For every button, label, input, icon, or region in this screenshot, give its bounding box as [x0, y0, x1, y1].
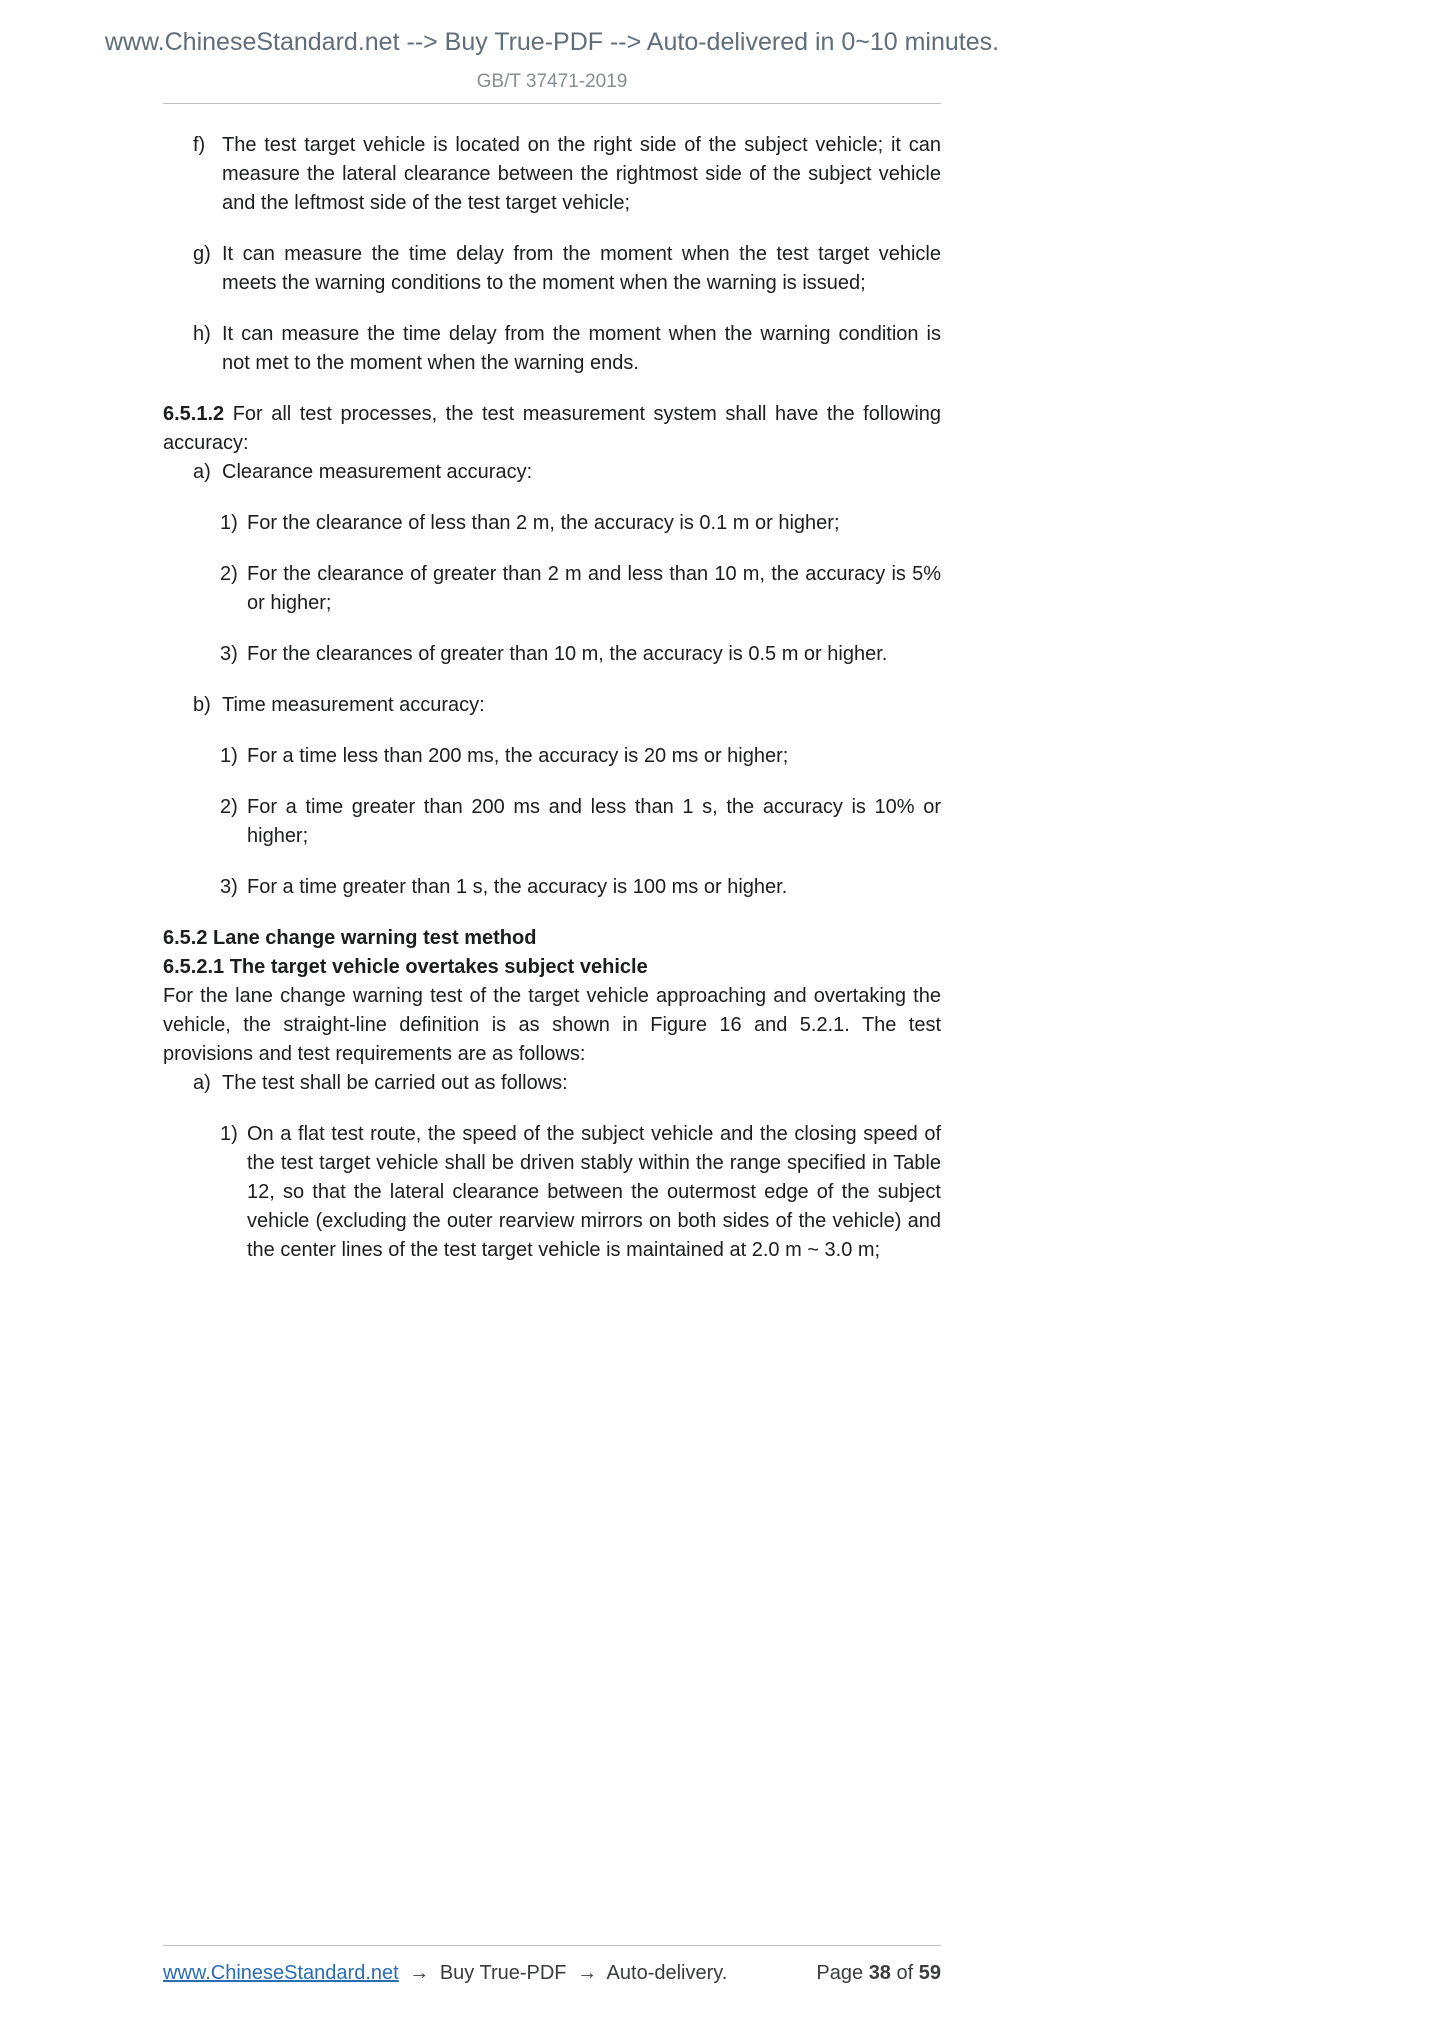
- sub-item-time-2: [220, 793, 941, 851]
- sub-item-clearance-1: [220, 509, 941, 538]
- list-item-h: [193, 320, 941, 378]
- page-current: 38: [868, 1962, 891, 1984]
- header-divider: [163, 103, 941, 104]
- sub-item-test-1: [220, 1120, 941, 1265]
- heading-6-5-2-1: 6.5.2.1 The target vehicle overtakes subject vehicle: [163, 956, 648, 978]
- list-item-g: [193, 240, 941, 298]
- list-item-b-time: [193, 691, 941, 720]
- footer-site-link[interactable]: www.ChineseStandard.net: [163, 1962, 399, 1984]
- list-item-text: It can measure the time delay from the moment when the warning condition is not met to the moment when the warning ends.: [222, 323, 941, 374]
- list-marker: 3): [220, 876, 238, 898]
- auto-delivery-text: Auto-delivery.: [606, 1962, 728, 1984]
- footer-row: [163, 1962, 941, 1985]
- list-item-text: For the clearance of greater than 2 m and less than 10 m, the accuracy is 5% or higher;: [247, 563, 941, 614]
- header-promo-text: www.ChineseStandard.net --> Buy True-PDF --> Auto-delivered in 0~10 minutes.: [104, 28, 1000, 56]
- list-item-a-test: [193, 1069, 941, 1098]
- of-label: of: [896, 1962, 914, 1984]
- list-marker: 1): [220, 745, 238, 767]
- list-item-text: For a time greater than 200 ms and less than 1 s, the accuracy is 10% or higher;: [247, 796, 941, 847]
- list-item-a-clearance: [193, 458, 941, 487]
- list-item-text: For the clearance of less than 2 m, the accuracy is 0.1 m or higher;: [247, 512, 840, 534]
- doc-number: GB/T 37471-2019: [476, 71, 628, 92]
- list-item-text: The test shall be carried out as follows:: [222, 1072, 568, 1094]
- list-item-text: Clearance measurement accuracy:: [222, 461, 533, 483]
- list-item-text: For a time less than 200 ms, the accuracy is 20 ms or higher;: [247, 745, 789, 767]
- list-marker: h): [193, 323, 211, 345]
- list-marker: a): [193, 1072, 211, 1094]
- page-label: Page: [816, 1962, 864, 1984]
- list-marker: 3): [220, 643, 238, 665]
- list-marker: 2): [220, 796, 238, 818]
- list-item-text: For a time greater than 1 s, the accuracy is 100 ms or higher.: [247, 876, 788, 898]
- list-marker: 1): [220, 512, 238, 534]
- sub-item-time-3: [220, 873, 941, 902]
- clause-text: For all test processes, the test measurement system shall have the following accuracy:: [163, 403, 942, 454]
- footer-promo: [163, 1962, 727, 1985]
- list-marker: a): [193, 461, 211, 483]
- page-total: 59: [918, 1962, 941, 1984]
- intro-paragraph: For the lane change warning test of the target vehicle approaching and overtaking the vehicle, the straight-line definition is as shown in Figure 16 and 5.2.1. The test provisions and test requirements are as follows:: [163, 985, 941, 1065]
- arrow-right-icon: →: [577, 1962, 598, 1984]
- clause-6-5-1-2-paragraph: [163, 400, 941, 458]
- document-content: [163, 131, 941, 1287]
- heading-6-5-2: 6.5.2 Lane change warning test method: [163, 927, 537, 949]
- sub-item-clearance-3: [220, 640, 941, 669]
- list-item-text: On a flat test route, the speed of the subject vehicle and the closing speed of the test target vehicle shall be driven stably within the range specified in Table 12, so that the lateral clearance between the outermost edge of the subject vehicle (excluding the outer rearview mirrors on both sides of the vehicle) and the center lines of the test target vehicle is maintained at 2.0 m ~ 3.0 m;: [247, 1123, 941, 1261]
- list-item-text: The test target vehicle is located on the right side of the subject vehicle; it can measure the lateral clearance between the rightmost side of the subject vehicle and the leftmost side of the test target vehicle;: [222, 134, 941, 214]
- list-item-text: Time measurement accuracy:: [222, 694, 485, 716]
- sub-item-clearance-2: [220, 560, 941, 618]
- arrow-right-icon: →: [409, 1962, 430, 1984]
- list-item-text: For the clearances of greater than 10 m, the accuracy is 0.5 m or higher.: [247, 643, 888, 665]
- footer-divider: [163, 1945, 941, 1946]
- clause-number: 6.5.1.2: [163, 403, 225, 425]
- list-item-text: It can measure the time delay from the moment when the test target vehicle meets the warning conditions to the moment when the warning is issued;: [222, 243, 941, 294]
- list-marker: b): [193, 694, 211, 716]
- page-indicator: [816, 1962, 941, 1985]
- list-marker: 2): [220, 563, 238, 585]
- list-marker: g): [193, 243, 211, 265]
- list-marker: 1): [220, 1123, 238, 1145]
- list-marker: f): [193, 134, 206, 156]
- list-item-f: [193, 131, 941, 218]
- sub-item-time-1: [220, 742, 941, 771]
- buy-truepdf-text: Buy True-PDF: [439, 1962, 567, 1984]
